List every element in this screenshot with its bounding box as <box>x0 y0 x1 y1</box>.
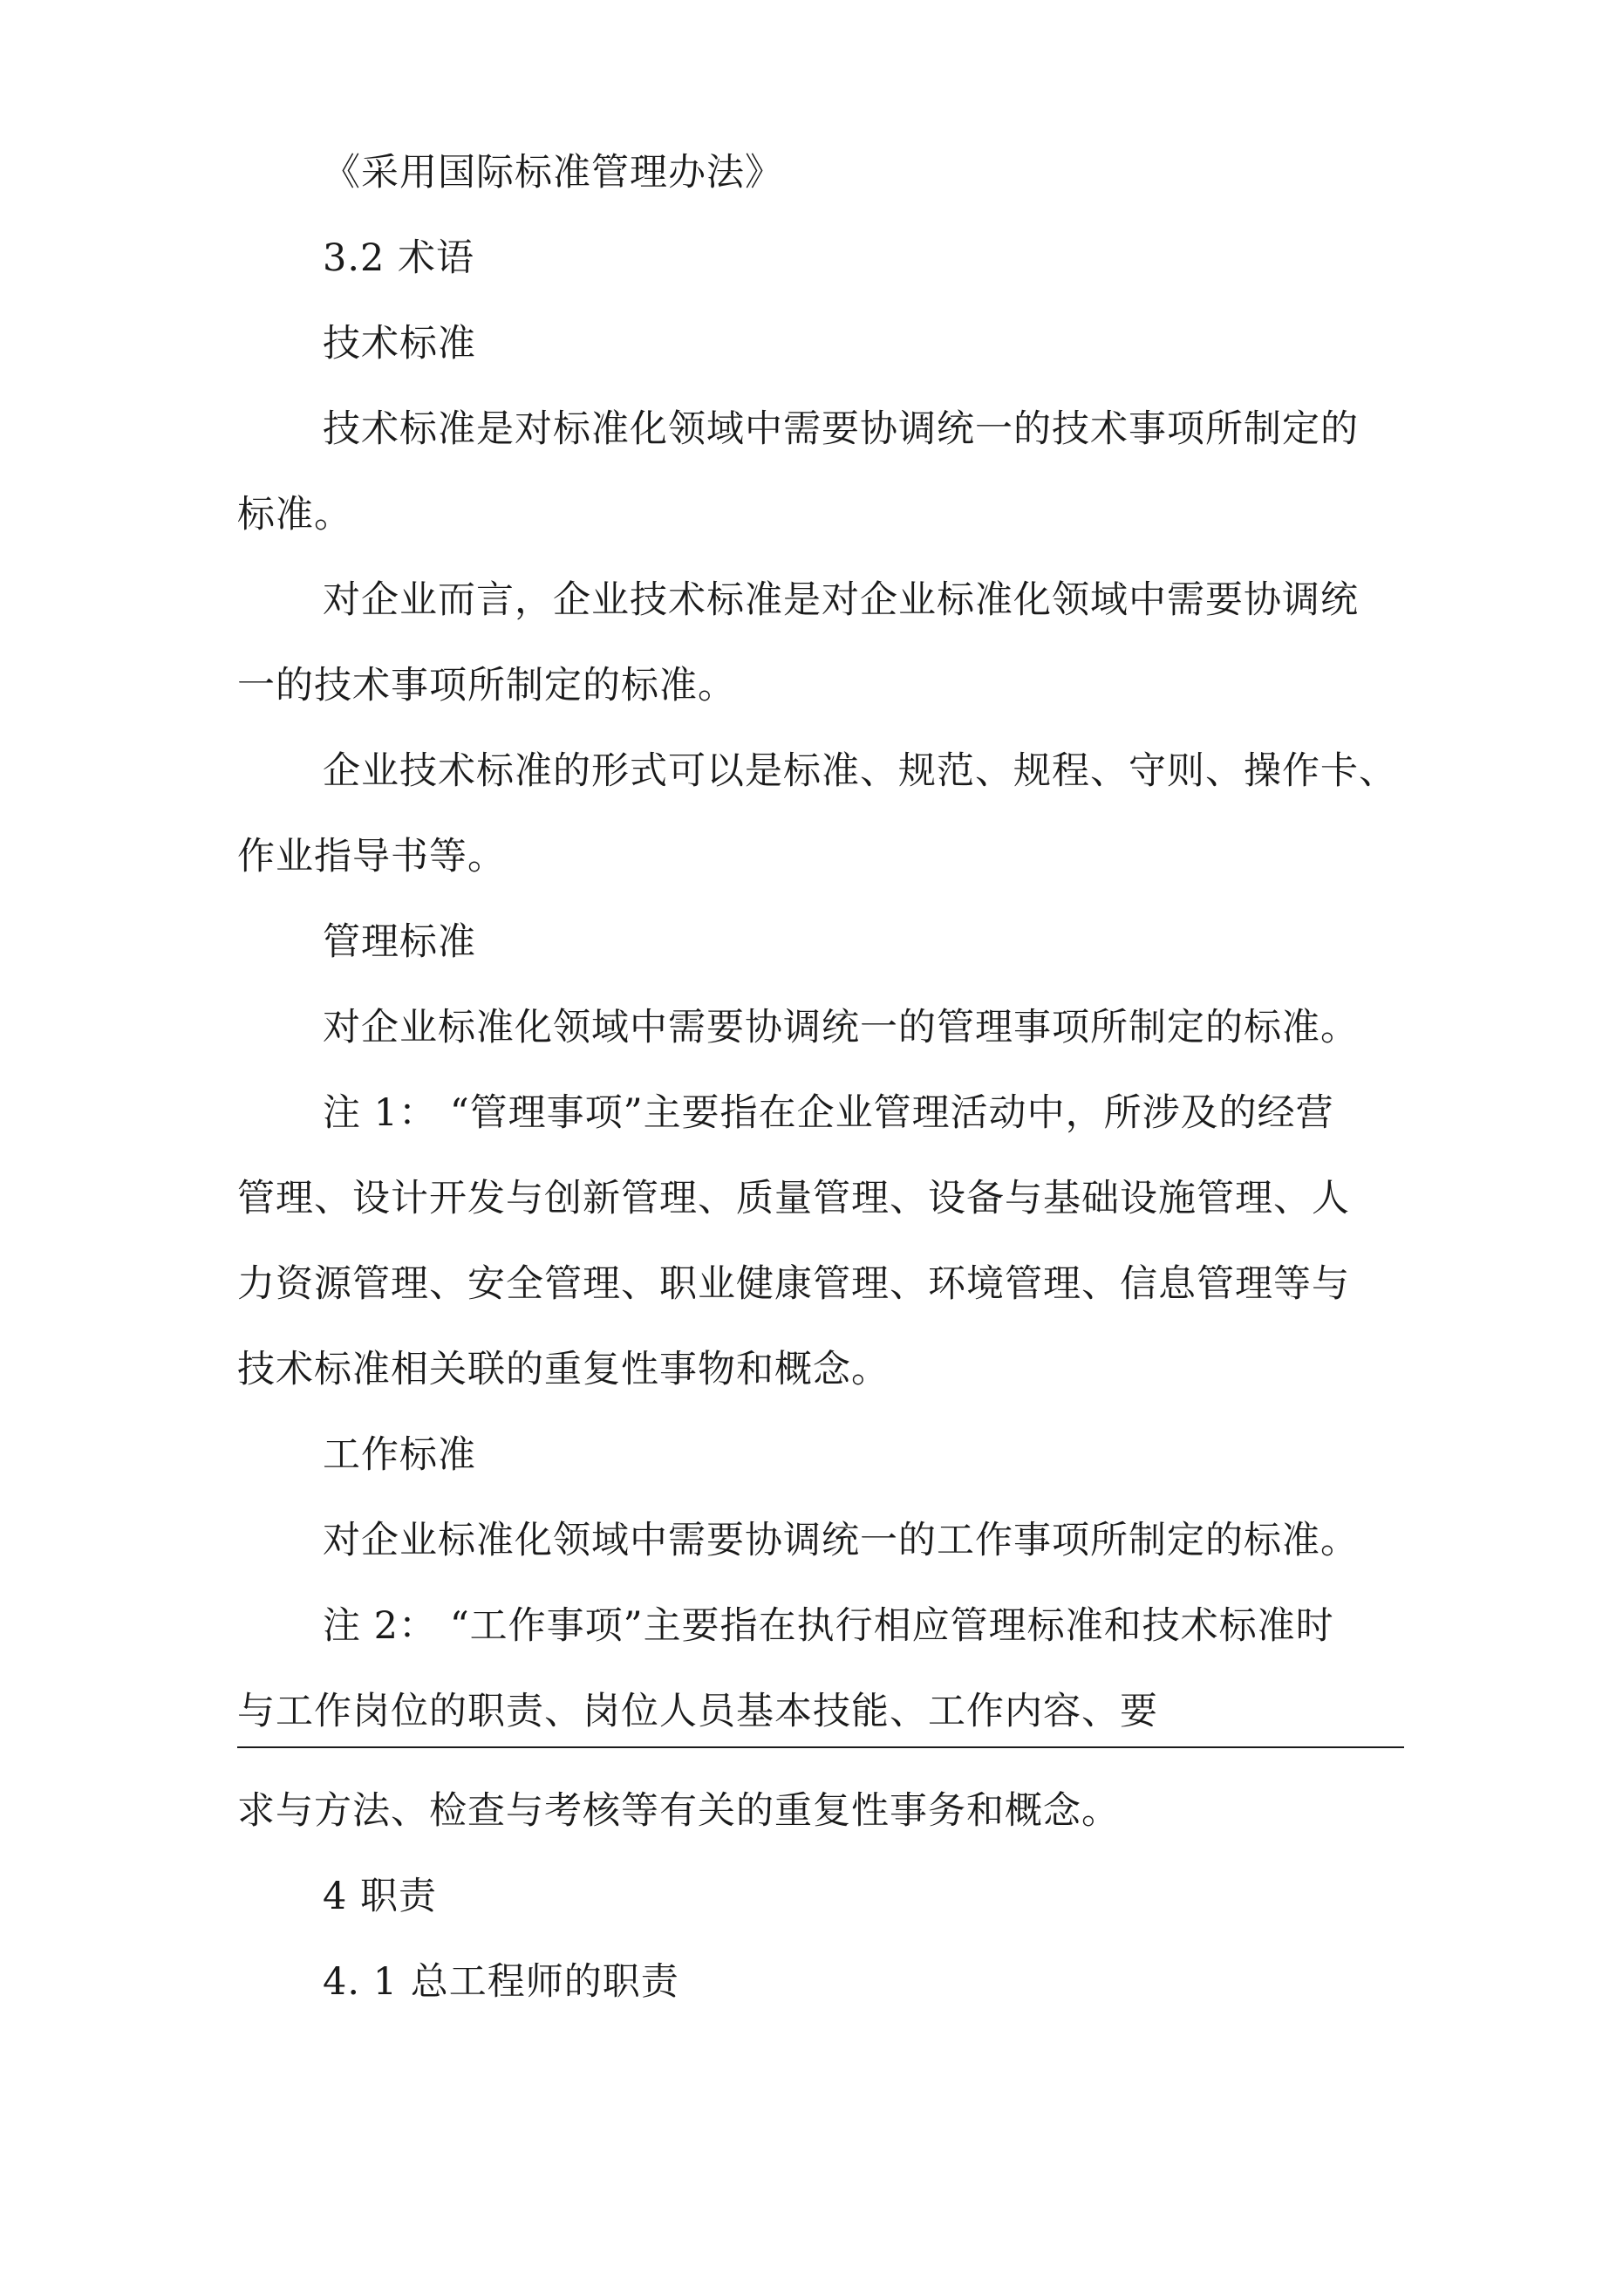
paragraph-line: 对企业标准化领域中需要协调统一的管理事项所制定的标准。 <box>323 1006 1359 1049</box>
note-line: 技术标准相关联的重复性事物和概念。 <box>237 1348 890 1391</box>
paragraph-line: 企业技术标准的形式可以是标准、规范、规程、守则、操作卡、 <box>323 749 1397 793</box>
paragraph-line: 对企业标准化领域中需要协调统一的工作事项所制定的标准。 <box>323 1519 1359 1562</box>
term-heading: 管理标准 <box>323 920 476 964</box>
paragraph-line: 标准。 <box>237 493 352 536</box>
term-heading: 工作标准 <box>323 1433 476 1477</box>
note-line: 注 1： “管理事项”主要指在企业管理活动中，所涉及的经营 <box>323 1091 1334 1135</box>
section-heading: 4 职责 <box>323 1875 438 1918</box>
page-divider <box>237 1746 1404 1748</box>
term-heading: 技术标准 <box>323 322 476 366</box>
subsection-heading: 4. 1 总工程师的职责 <box>323 1960 679 2004</box>
note-line: 求与方法、检查与考核等有关的重复性事务和概念。 <box>237 1789 1120 1833</box>
reference-title: 《采用国际标准管理办法》 <box>323 151 783 195</box>
paragraph-line: 技术标准是对标准化领域中需要协调统一的技术事项所制定的 <box>323 407 1359 451</box>
note-line: 与工作岗位的职责、岗位人员基本技能、工作内容、要 <box>237 1690 1158 1733</box>
section-heading: 3.2 术语 <box>323 236 475 280</box>
paragraph-line: 一的技术事项所制定的标准。 <box>237 664 736 707</box>
paragraph-line: 对企业而言，企业技术标准是对企业标准化领域中需要协调统 <box>323 578 1359 622</box>
note-line: 管理、设计开发与创新管理、质量管理、设备与基础设施管理、人 <box>237 1177 1350 1220</box>
note-line: 注 2： “工作事项”主要指在执行相应管理标准和技术标准时 <box>323 1604 1334 1648</box>
paragraph-line: 作业指导书等。 <box>237 835 506 878</box>
note-line: 力资源管理、安全管理、职业健康管理、环境管理、信息管理等与 <box>237 1262 1350 1306</box>
